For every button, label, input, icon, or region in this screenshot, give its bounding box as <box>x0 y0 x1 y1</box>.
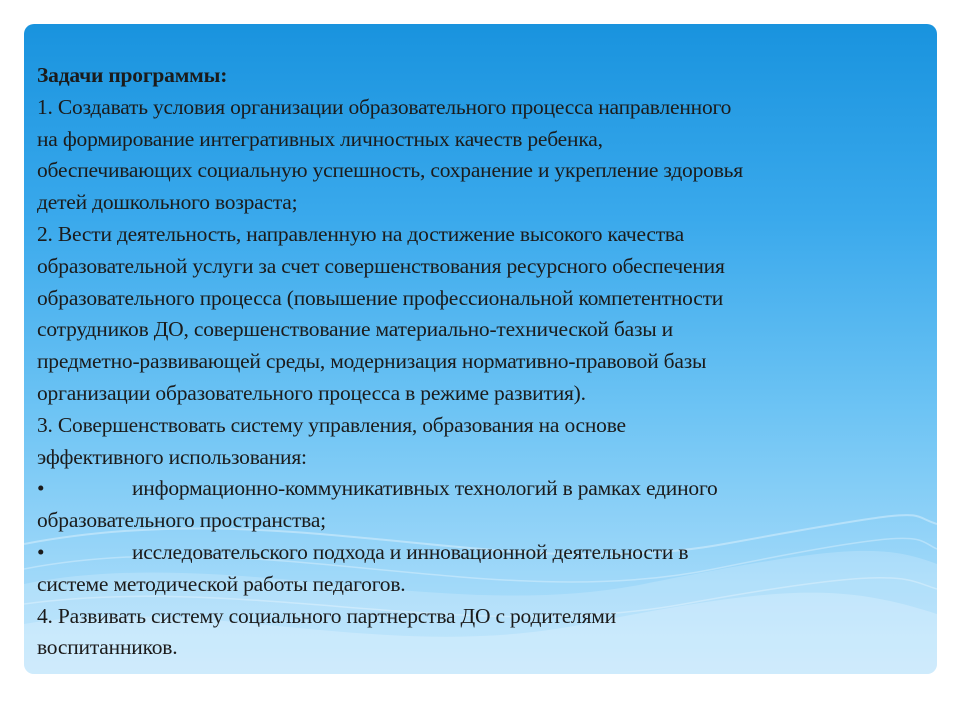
bullet-item <box>37 537 937 569</box>
text-line: обеспечивающих социальную успешность, сохранение и укрепление здоровья <box>37 158 743 183</box>
content-panel <box>24 24 937 674</box>
text-line: предметно-развивающей среды, модернизация нормативно-правовой базы <box>37 349 707 374</box>
tasks-text <box>37 60 937 664</box>
bullet-icon: • <box>37 476 45 501</box>
text-line: образовательного процесса (повышение профессиональной компетентности <box>37 285 724 310</box>
text-line: организации образовательного процесса в режиме развития). <box>37 380 586 405</box>
text-line: эффективного использования: <box>37 444 307 469</box>
text-line: 2. Вести деятельность, направленную на достижение высокого качества <box>37 221 684 246</box>
text-line: детей дошкольного возраста; <box>37 190 298 215</box>
bullet-text: информационно-коммуникативных технологий в рамках единого <box>132 476 718 501</box>
text-line: 4. Развивать систему социального партнерства ДО с родителями <box>37 603 616 628</box>
text-line: 1. Создавать условия организации образовательного процесса направленного <box>37 94 732 119</box>
text-line: образовательного пространства; <box>37 508 326 533</box>
bullet-icon: • <box>37 539 45 564</box>
bullet-item <box>37 473 937 505</box>
text-line: образовательной услуги за счет совершенствования ресурсного обеспечения <box>37 253 725 278</box>
bullet-text: исследовательского подхода и инновационной деятельности в <box>132 539 689 564</box>
text-line: сотрудников ДО, совершенствование материально-технической базы и <box>37 317 673 342</box>
text-line: системе методической работы педагогов. <box>37 571 406 596</box>
text-line: 3. Совершенствовать систему управления, образования на основе <box>37 412 626 437</box>
text-line: на формирование интегративных личностных качеств ребенка, <box>37 126 603 151</box>
text-line: воспитанников. <box>37 635 178 660</box>
tasks-heading: Задачи программы: <box>37 63 228 87</box>
